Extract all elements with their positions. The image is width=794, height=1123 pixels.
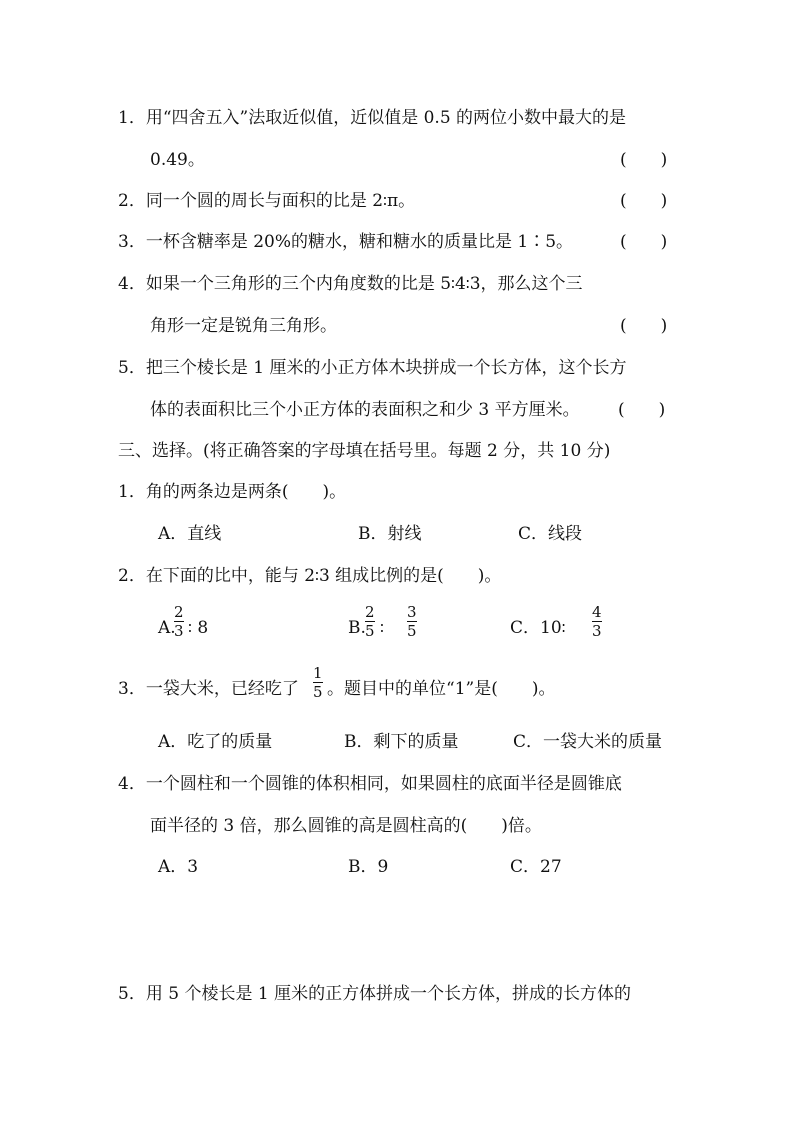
choice-q2-option-a-tail: ∶ 8 — [188, 618, 209, 638]
judge-q4-line2: 角形一定是锐角三角形。 — [150, 316, 337, 336]
ratio-sep: ∶ — [561, 619, 566, 637]
choice-q3-text-b: 。题目中的单位“1”是( )。 — [327, 679, 556, 699]
judge-q5-line1: 5．把三个棱长是 1 厘米的小正方体木块拼成一个长方体，这个长方 — [118, 358, 627, 378]
choice-q1-option-a[interactable]: A．直线 — [158, 524, 222, 544]
judge-q4-answer-paren[interactable]: ( ) — [620, 316, 668, 336]
judge-q1-line1: 1．用“四舍五入”法取近似值，近似值是 0.5 的两位小数中最大的是 — [118, 108, 627, 128]
judge-q4-line1: 4．如果一个三角形的三个内角度数的比是 5∶4∶3，那么这个三 — [118, 274, 583, 294]
choice-q3-option-b[interactable]: B．剩下的质量 — [344, 732, 459, 752]
choice-q4-option-b[interactable]: B．9 — [348, 857, 389, 877]
choice-q2-option-b-fraction-2: 3 5 — [407, 603, 417, 640]
choice-q2-option-a-fraction: 2 3 — [174, 603, 184, 640]
choice-q1-option-c[interactable]: C．线段 — [518, 524, 583, 544]
choice-q2-option-a-label[interactable]: A. — [158, 618, 176, 638]
judge-q1-answer-paren[interactable]: ( ) — [620, 150, 668, 170]
choice-q4-option-a[interactable]: A．3 — [158, 857, 199, 877]
choice-q2-option-b-label[interactable]: B. — [348, 618, 366, 638]
choice-q1-option-b[interactable]: B．射线 — [358, 524, 422, 544]
ratio-sep: ∶ — [380, 619, 384, 637]
choice-q4-option-c[interactable]: C．27 — [510, 857, 562, 877]
judge-q2-answer-paren[interactable]: ( ) — [620, 191, 668, 211]
choice-q2-option-c-fraction: 4 3 — [592, 603, 602, 640]
ratio-sep: ∶ — [383, 192, 387, 210]
choice-q2-option-c-label[interactable]: C．10∶ — [510, 618, 566, 638]
choice-q3-option-c[interactable]: C．一袋大米的质量 — [513, 732, 663, 752]
choice-q4-line1: 4．一个圆柱和一个圆锥的体积相同，如果圆柱的底面半径是圆锥底 — [118, 774, 622, 794]
judge-q3: 3．一杯含糖率是 20%的糖水，糖和糖水的质量比是 1∶5。 — [118, 232, 574, 252]
choice-q2-option-b-fraction-1: 2 5 — [365, 603, 375, 640]
ratio-sep: ∶ — [451, 275, 455, 293]
choice-q3-text-a: 3．一袋大米，已经吃了 — [118, 679, 299, 699]
choice-q5-line1: 5．用 5 个棱长是 1 厘米的正方体拼成一个长方体，拼成的长方体的 — [118, 984, 632, 1004]
judge-q3-answer-paren[interactable]: ( ) — [620, 232, 668, 252]
ratio-sep: ∶ — [315, 567, 319, 585]
ratio-sep: ∶ — [188, 619, 192, 637]
ratio-sep: ∶ — [465, 275, 470, 293]
choice-q2: 2．在下面的比中，能与 2∶3 组成比例的是( )。 — [118, 566, 502, 586]
choice-q3-fraction: 1 5 — [313, 664, 323, 701]
choice-q2-option-b-sep — [380, 617, 384, 639]
judge-q5-line2: 体的表面积比三个小正方体的表面积之和少 3 平方厘米。 — [150, 400, 580, 420]
choice-q4-line2: 面半径的 3 倍，那么圆锥的高是圆柱高的( )倍。 — [150, 816, 542, 836]
choice-q3-option-a[interactable]: A．吃了的质量 — [158, 732, 273, 752]
section3-title: 三、选择。(将正确答案的字母填在括号里。每题 2 分，共 10 分) — [118, 441, 611, 461]
judge-q1-line2: 0.49。 — [150, 150, 205, 170]
judge-q2: 2．同一个圆的周长与面积的比是 2∶π。 — [118, 191, 416, 211]
choice-q1: 1．角的两条边是两条( )。 — [118, 482, 347, 502]
judge-q5-answer-paren[interactable]: ( ) — [618, 400, 666, 420]
